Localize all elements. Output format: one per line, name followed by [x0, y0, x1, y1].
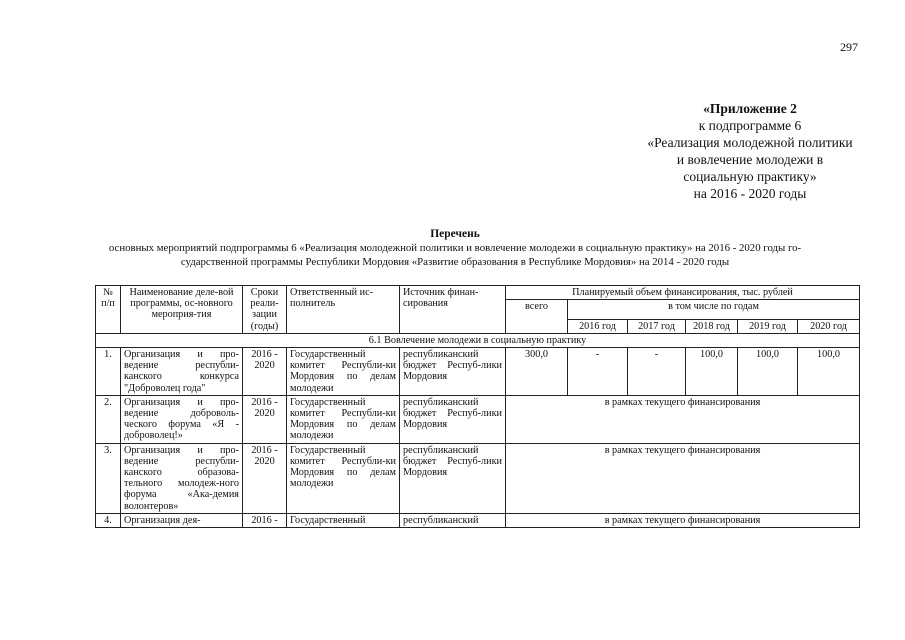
appendix-line: социальную практику»	[683, 169, 817, 184]
header-year: 2019 год	[738, 319, 798, 333]
cell-year: 100,0	[798, 348, 860, 396]
activities-table	[95, 285, 860, 528]
document-heading	[40, 227, 870, 269]
header-name: Наименование деле-вой программы, ос-новного мероприя-тия	[121, 286, 243, 334]
cell-year: -	[568, 348, 628, 396]
header-by-years: в том числе по годам	[568, 300, 860, 319]
table-row	[96, 348, 860, 396]
page-number: 297	[840, 40, 858, 54]
cell-name: Организация дея-	[121, 513, 243, 527]
header-terms: Сроки реали-зации (годы)	[243, 286, 287, 334]
cell-num: 4.	[96, 513, 121, 527]
cell-terms: 2016 - 2020	[243, 395, 287, 443]
section-title: 6.1 Вовлечение молодежи в социальную практику	[96, 333, 860, 347]
appendix-line: «Реализация молодежной политики	[647, 135, 853, 150]
header-year: 2017 год	[628, 319, 686, 333]
cell-financing-note: в рамках текущего финансирования	[506, 513, 860, 527]
header-year: 2020 год	[798, 319, 860, 333]
heading-subtitle: основных мероприятий подпрограммы 6 «Реализация молодежной политики и вовлечение молодежи в социальную практику» на 2016 - 2020 годы го-	[108, 242, 802, 254]
table-row	[96, 443, 860, 513]
cell-responsible: Государственный комитет Республи-ки Мордовия по делам молодежи	[287, 348, 400, 396]
heading-title: Перечень	[430, 228, 480, 240]
cell-total: 300,0	[506, 348, 568, 396]
cell-year: -	[628, 348, 686, 396]
heading-subtitle: сударственной программы Республики Мордовия «Развитие образования в Республике Мордовия» на 2014 - 2020 годы	[180, 256, 730, 268]
cell-responsible: Государственный	[287, 513, 400, 527]
cell-source: республиканский бюджет Респуб-лики Мордовия	[400, 443, 506, 513]
header-source: Источник финан-сирования	[400, 286, 506, 334]
header-num: № п/п	[96, 286, 121, 334]
header-row	[96, 286, 860, 300]
table-row	[96, 395, 860, 443]
cell-name: Организация и про-ведение доброволь-ческого форума «Я - доброволец!»	[121, 395, 243, 443]
cell-terms: 2016 -	[243, 513, 287, 527]
cell-financing-note: в рамках текущего финансирования	[506, 443, 860, 513]
cell-financing-note: в рамках текущего финансирования	[506, 395, 860, 443]
appendix-line: к подпрограмме 6	[698, 118, 802, 133]
cell-source: республиканский бюджет Респуб-лики Мордовия	[400, 348, 506, 396]
header-year: 2016 год	[568, 319, 628, 333]
appendix-block	[600, 100, 900, 202]
cell-terms: 2016 - 2020	[243, 348, 287, 396]
header-responsible: Ответственный ис-полнитель	[287, 286, 400, 334]
cell-num: 2.	[96, 395, 121, 443]
header-planned: Планируемый объем финансирования, тыс. рублей	[506, 286, 860, 300]
cell-year: 100,0	[686, 348, 738, 396]
cell-year: 100,0	[738, 348, 798, 396]
cell-name: Организация и про-ведение республи-канского конкурса "Доброволец года"	[121, 348, 243, 396]
table-row	[96, 513, 860, 527]
appendix-line: и вовлечение молодежи в	[676, 152, 824, 167]
cell-num: 3.	[96, 443, 121, 513]
cell-source: республиканский бюджет Респуб-лики Мордовия	[400, 395, 506, 443]
cell-responsible: Государственный комитет Республи-ки Мордовия по делам молодежи	[287, 395, 400, 443]
cell-name: Организация и про-ведение республи-канского образова-тельного молодеж-ного форума «Ака-демия волонтеров»	[121, 443, 243, 513]
cell-terms: 2016 - 2020	[243, 443, 287, 513]
appendix-title: «Приложение 2	[703, 101, 797, 116]
section-row	[96, 333, 860, 347]
header-year: 2018 год	[686, 319, 738, 333]
cell-responsible: Государственный комитет Республи-ки Мордовия по делам молодежи	[287, 443, 400, 513]
cell-source: республиканский	[400, 513, 506, 527]
header-total: всего	[506, 300, 568, 334]
cell-num: 1.	[96, 348, 121, 396]
appendix-line: на 2016 - 2020 годы	[693, 186, 807, 201]
